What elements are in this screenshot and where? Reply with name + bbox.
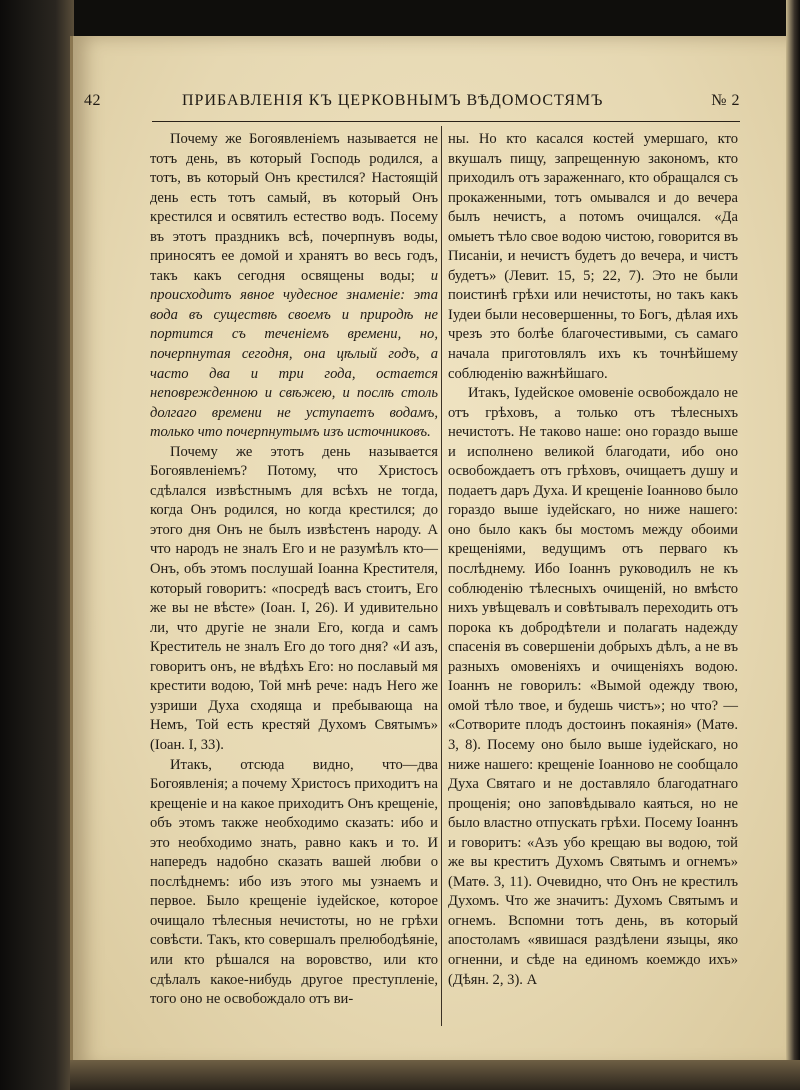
page-edge [786,0,800,1090]
right-column [448,130,738,990]
book-binding [0,0,74,1090]
paragraph [150,130,438,443]
paragraph-text: Почему же Богоявленіемъ называется не тотъ день, въ который Господь родился, а тотъ, въ который Онъ крестился? Настоящій день есть тотъ самый, въ который Онъ крестился и освятилъ естество водъ. Посему въ этотъ праздникъ всѣ, почерпнувъ воды, приносятъ ее домой и хранятъ во весь годъ, такъ какъ сегодня освящены воды; [150,131,438,284]
paragraph: Итакъ, отсюда видно, что—два Богоявленія; а почему Христосъ приходитъ на крещеніе и на какое приходитъ Онъ крещеніе, объ этомъ также необходимо сказать: ибо и это необходимо знать, равно какъ и то. И напередъ надобно сказать вашей любви о послѣднемъ: ибо изъ этого мы узнаемъ и первое. Было крещеніе іудейское, которое очищало тѣлесныя нечистоты, но не грѣхи совѣсти. Такъ, кто совершалъ прелюбодѣяніе, или кто рѣшался на воровство, или кто сдѣлалъ какое-нибудь другое преступленіе, того оно не освобождало отъ ви- [150,756,438,1008]
page-number: 42 [84,92,101,109]
issue-number: № 2 [711,92,740,109]
left-column [150,130,438,1010]
paragraph: Итакъ, Іудейское омовеніе освобождало не отъ грѣховъ, а только отъ тѣлесныхъ нечистотъ. Не таково наше: оно гораздо выше и исполнено великой благодати, ибо оно освобождаетъ отъ грѣховъ, очищаетъ душу и подаетъ даръ Духа. И крещеніе Іоанново было гораздо выше іудейскаго, но ниже нашего: оно было какъ бы мостомъ между обоими крещеніями, ведущимъ отъ перваго къ послѣднему. Ибо Іоаннъ руководилъ не къ соблюденію тѣлесныхъ очищеній, но вмѣсто нихъ увѣщевалъ и совѣтывалъ переходить отъ порока къ добродѣтели и полагать надежду спасенія въ совершеніи добрыхъ дѣлъ, а не въ разныхъ омовеніяхъ и очищеніяхъ водою. Іоаннъ не говорилъ: «Вымой одежду твою, омой тѣло твое, и будешь чистъ»; но что? — «Сотворите плодъ достоинъ покаянія» (Матѳ. 3, 8). Посему оно было выше іудейскаго, но ниже нашего: крещеніе Іоанново не сообщало Духа Святаго и не доставляло благодатнаго прощенія; оно заповѣдывало каяться, но не было властно отпускать грѣхи. Посему Іоаннъ и говоритъ: «Азъ убо крещаю вы водою, той же вы креститъ Духомъ Святымъ и огнемъ» (Матѳ. 3, 11). Очевидно, что Онъ не крестилъ Духомъ. Что же значитъ: Духомъ Святымъ и огнемъ. Вспомни тотъ день, въ который апостоламъ «явишася раздѣлени языцы, яко огненни, и сѣде на единомъ коемждо ихъ» (Дѣян. 2, 3). А [448,385,738,988]
journal-title: ПРИБАВЛЕНІЯ КЪ ЦЕРКОВНЫМЪ ВѢДОМОСТЯМЪ [182,92,604,109]
running-header [84,92,740,116]
paragraph-continued: ны. Но кто касался костей умершаго, кто вкушалъ пищу, запрещенную закономъ, кто приходилъ отъ зараженнаго, кто обращался съ прокаженными, тотъ омывался и до вечера былъ нечистъ, а потомъ очищался. «Да омыетъ тѣло свое водою чистою, говорится въ Писаніи, и нечистъ будетъ до вечера, и чистъ будетъ» (Левит. 15, 5; 22, 7). Это не были поистинѣ грѣхи или нечистоты, но такъ какъ Іудеи были несовершенны, то Богъ, дѣлая ихъ чрезъ это болѣе благочестивыми, съ самаго начала приготовлялъ ихъ къ точнѣйшему соблюденію важнѣйшаго. [448,131,738,382]
scan-top-edge [0,0,800,40]
header-rule [152,121,740,122]
column-divider [441,126,442,1026]
italic-passage: и происходитъ явное чудесное знаменіе: эта вода въ существѣ своемъ и природѣ не портится съ теченіемъ времени, но, почерпнутая сегодня, она цѣлый годъ, а часто два и три года, остается неповрежденною и свѣжею, и послѣ столь долгаго времени не уступаетъ водамъ, только что почерпнутымъ изъ источниковъ. [150,267,438,441]
scan-bottom-edge [70,1060,800,1090]
paragraph: Почему же этотъ день называется Богоявленіемъ? Потому, что Христосъ сдѣлался извѣстнымъ для всѣхъ не тогда, когда Онъ родился, но когда крестился; до этого дня Онъ не былъ извѣстенъ народу. А что народъ не зналъ Его и не разумѣлъ кто— Онъ, объ этомъ послушай Іоанна Крестителя, который говоритъ: «посредѣ васъ стоитъ, Его же вы не вѣсте» (Іоан. I, 26). И удивительно ли, что другіе не знали Его, когда и самъ Креститель не зналъ Его до того дня? «И азъ, говоритъ онъ, не вѣдѣхъ Его: но пославый мя крестити водою, Той мнѣ рече: надъ Него же узриши Духа сходяща и пребывающа на Немъ, Той есть крестяй Духомъ Святымъ» (Іоан. I, 33). [150,443,438,753]
